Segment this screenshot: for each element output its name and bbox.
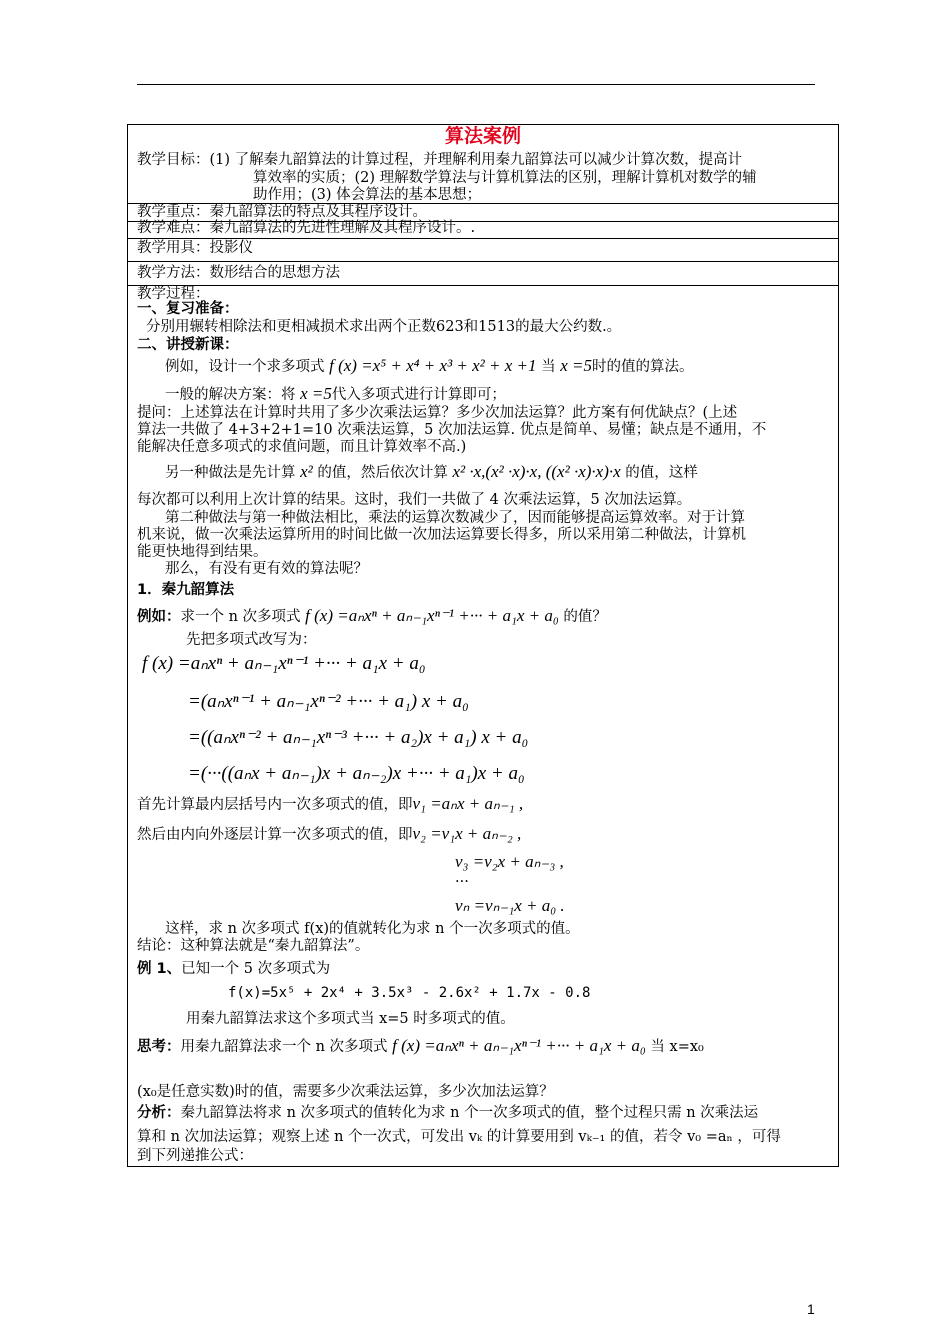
question-line-1: 提问：上述算法在计算时共用了多少次乘法运算？多少次加法运算？此方案有何优缺点？(上述 xyxy=(137,405,738,421)
page-title: 算法案例 xyxy=(444,125,521,147)
equation-2: =(aₙxⁿ⁻¹ + aₙ₋₁xⁿ⁻² +··· + a₁) x + a₀ xyxy=(188,691,469,712)
key-point: 教学重点：秦九韶算法的特点及其程序设计。 xyxy=(137,204,427,220)
equation-4: =(···((aₙx + aₙ₋₁)x + aₙ₋₂)x +··· + a₁)x + a₀ xyxy=(188,763,525,784)
analysis-line-3: 到下列递推公式： xyxy=(137,1148,253,1164)
section-heading-qin: 1．秦九韶算法 xyxy=(137,582,235,598)
alt-method-line-2: 每次都可以利用上次计算的结果。这时，我们一共做了 4 次乘法运算，5 次加法运算。 xyxy=(137,492,692,508)
rewrite-text: 先把多项式改写为： xyxy=(186,632,317,648)
general-solution: 一般的解决方案：将 x =5代入多项式进行计算即可； xyxy=(165,384,506,403)
compare-line-1: 第二种做法与第一种做法相比，乘法的运算次数减少了，因而能够提高运算效率。对于计算 xyxy=(165,510,745,526)
question-line-3: 能解决任意多项式的求值问题，而且计算效率不高.) xyxy=(137,439,467,455)
think-formula: f (x) =aₙxⁿ + aₙ₋₁xⁿ⁻¹ +··· + a₁x + a₀ xyxy=(392,1036,646,1055)
page-number: 1 xyxy=(807,1301,815,1317)
alt-method-line: 另一种做法是先计算 x² 的值，然后依次计算 x² ·x,(x² ·x)·x, ((x² ·x)·x)·x 的值，这样 xyxy=(165,462,698,481)
compare-line-3: 能更快地得到结果。 xyxy=(137,544,268,560)
goals-line-3: 助作用；(3) 体会算法的基本思想； xyxy=(253,187,482,203)
method: 教学方法：数形结合的思想方法 xyxy=(137,265,340,281)
goals-line-2: 算效率的实质；(2) 理解数学算法与计算机算法的区别，理解计算机对数学的辅 xyxy=(253,170,757,186)
alt-expression: x² ·x,(x² ·x)·x, ((x² ·x)·x)·x xyxy=(452,462,621,481)
example-formula: f (x) =x⁵ + x⁴ + x³ + x² + x +1 xyxy=(329,356,537,375)
lesson-table xyxy=(127,124,839,1167)
think-line-2: (x₀是任意实数)时的值，需要多少次乘法运算，多少次加法运算？ xyxy=(137,1084,554,1100)
conversion-text: 这样，求 n 次多项式 f(x)的值就转化为求 n 个一次多项式的值。 xyxy=(165,921,580,937)
example2-line: 例如：求一个 n 次多项式 f (x) =aₙxⁿ + aₙ₋₁xⁿ⁻¹ +··· + a₁x + a₀ 的值？ xyxy=(137,606,607,625)
section-new-heading: 二、讲授新课： xyxy=(137,337,239,353)
example1-line: 例 1、已知一个 5 次多项式为 xyxy=(137,961,331,977)
process-label: 教学过程： xyxy=(137,286,210,302)
equation-1: f (x) =aₙxⁿ + aₙ₋₁xⁿ⁻¹ +··· + a₁x + a₀ xyxy=(142,653,426,674)
compare-line-2: 机来说，做一次乘法运算所用的时间比做一次加法运算要长得多，所以采用第二种做法，计算机 xyxy=(137,527,746,543)
example1-task: 用秦九韶算法求这个多项式当 x=5 时多项式的值。 xyxy=(186,1011,515,1027)
analysis-line-2: 算和 n 次加法运算；观察上述 n 个一次式，可发出 vₖ 的计算要用到 vₖ₋₁ 的值，若令 v₀ =aₙ ，可得 xyxy=(137,1129,781,1145)
vn-line: vₙ =vₙ₋₁x + a₀ . xyxy=(455,896,565,915)
example1-formula: f(x)=5x⁵ + 2x⁴ + 3.5x³ - 2.6x² + 1.7x - 0.8 xyxy=(228,985,591,1001)
ellipsis: ··· xyxy=(455,874,469,890)
difficulty: 教学难点：秦九韶算法的先进性理解及其程序设计。. xyxy=(137,220,476,236)
think-line: 思考：用秦九韶算法求一个 n 次多项式 f (x) =aₙxⁿ + aₙ₋₁xⁿ⁻¹ +··· + a₁x + a₀ 当 x=x₀ xyxy=(137,1036,704,1055)
section-review-heading: 一、复习准备： xyxy=(137,301,239,317)
goals-line-1: 教学目标：(1) 了解秦九韶算法的计算过程，并理解利用秦九韶算法可以减少计算次数，提高计 xyxy=(137,152,743,168)
header-rule xyxy=(137,84,815,85)
v2-line: 然后由内向外逐层计算一次多项式的值，即v₂ =v₁x + aₙ₋₂ , xyxy=(137,824,522,843)
general-polynomial: f (x) =aₙxⁿ + aₙ₋₁xⁿ⁻¹ +··· + a₁x + a₀ xyxy=(305,606,559,625)
equation-3: =((aₙxⁿ⁻² + aₙ₋₁xⁿ⁻³ +··· + a₂)x + a₁) x + a₀ xyxy=(188,727,529,748)
better-question: 那么，有没有更有效的算法呢？ xyxy=(165,561,368,577)
review-text: 分别用辗转相除法和更相减损术求出两个正数623和1513的最大公约数.。 xyxy=(146,319,622,335)
example-line: 例如，设计一个求多项式 f (x) =x⁵ + x⁴ + x³ + x² + x +1 当 x =5时的值的算法。 xyxy=(165,356,694,375)
v3-line: v₃ =v₂x + aₙ₋₃ , xyxy=(455,852,564,871)
tools: 教学用具：投影仪 xyxy=(137,240,253,256)
v1-line: 首先计算最内层括号内一次多项式的值，即v₁ =aₙx + aₙ₋₁ , xyxy=(137,794,524,813)
analysis-line-1: 分析：秦九韶算法将求 n 次多项式的值转化为求 n 个一次多项式的值，整个过程只需 n 次乘法运 xyxy=(137,1105,759,1121)
question-line-2: 算法一共做了 4+3+2+1=10 次乘法运算，5 次加法运算. 优点是简单、易懂；缺点是不通用，不 xyxy=(137,422,767,438)
conclusion-text: 结论：这种算法就是“秦九韶算法”。 xyxy=(137,938,370,954)
